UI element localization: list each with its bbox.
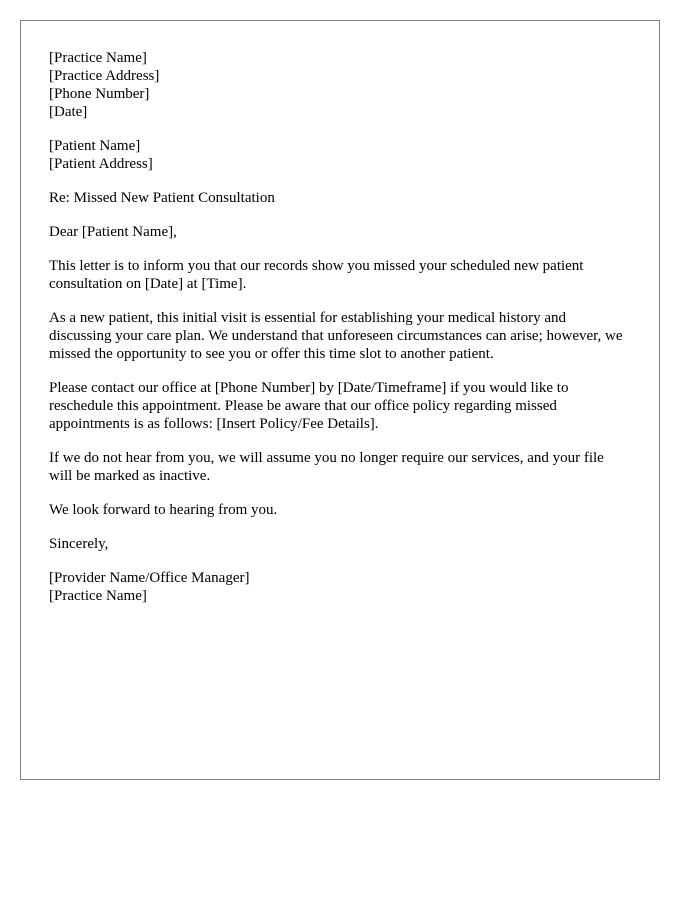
sender-practice-name: [Practice Name]	[49, 50, 147, 66]
sender-block	[49, 49, 629, 121]
letter-page	[20, 20, 660, 780]
signature-signer: [Provider Name/Office Manager]	[49, 570, 250, 586]
signature-block	[49, 569, 629, 605]
closing: Sincerely,	[49, 536, 109, 552]
sender-phone-number: [Phone Number]	[49, 86, 150, 102]
salutation: Dear [Patient Name],	[49, 224, 177, 240]
paragraph-look-forward: We look forward to hearing from you.	[49, 502, 278, 518]
recipient-block	[49, 137, 629, 173]
signature-practice-name: [Practice Name]	[49, 588, 147, 604]
sender-practice-address: [Practice Address]	[49, 68, 160, 84]
paragraph-visit-importance: As a new patient, this initial visit is essential for establishing your medical history and discussing your care plan. We understand that unforeseen circumstances can arise; however, we missed the opportunity to see you or offer this time slot to another patient.	[49, 310, 623, 362]
recipient-patient-address: [Patient Address]	[49, 156, 153, 172]
letter-body	[49, 49, 629, 621]
recipient-patient-name: [Patient Name]	[49, 138, 141, 154]
paragraph-missed-notice: This letter is to inform you that our records show you missed your scheduled new patient consultation on [Date] at [Time].	[49, 258, 584, 292]
paragraph-contact-policy: Please contact our office at [Phone Number] by [Date/Timeframe] if you would like to reschedule this appointment. Please be aware that our office policy regarding missed appointments is as follows: [Insert Policy/Fee Details].	[49, 380, 569, 432]
subject-line: Re: Missed New Patient Consultation	[49, 190, 275, 206]
paragraph-inactive-warning: If we do not hear from you, we will assume you no longer require our services, and your file will be marked as inactive.	[49, 450, 604, 484]
letter-date: [Date]	[49, 104, 88, 120]
